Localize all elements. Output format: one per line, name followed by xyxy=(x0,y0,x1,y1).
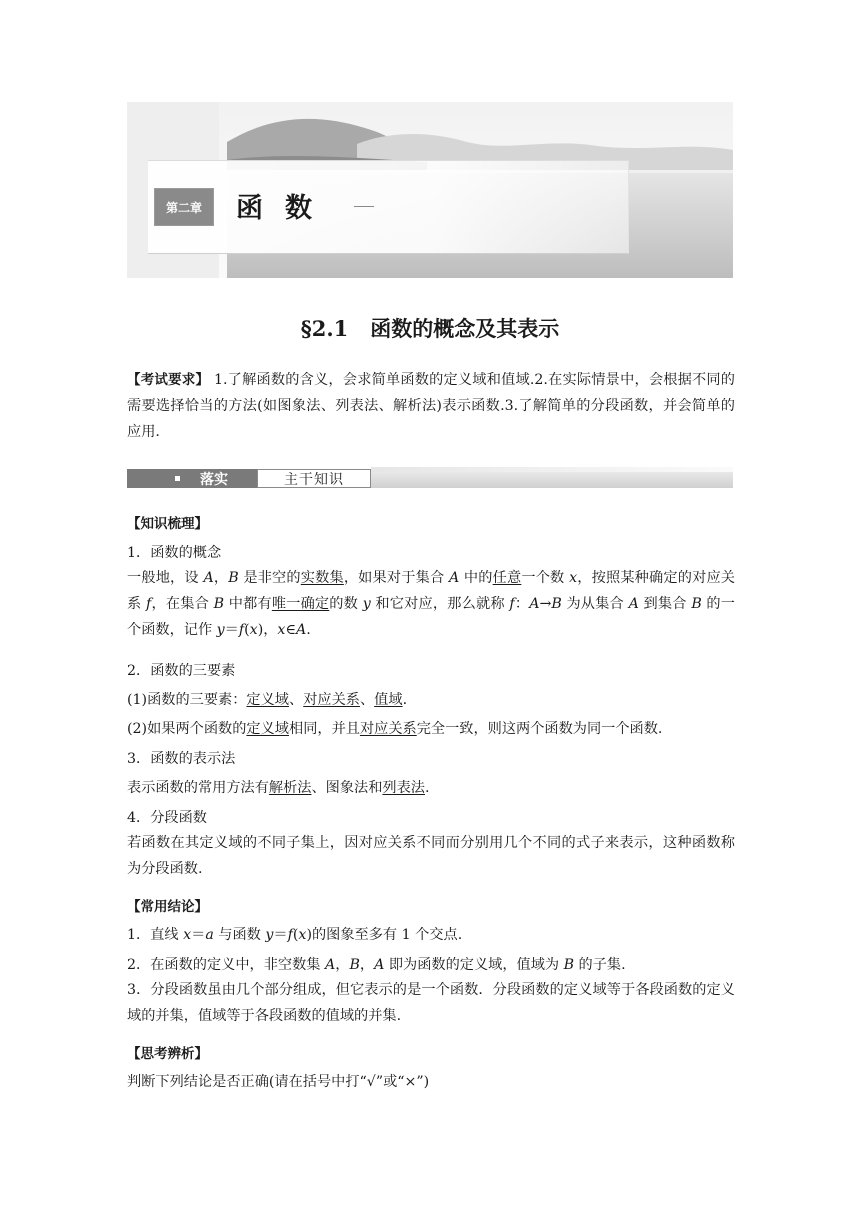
item3-title: 3．函数的表示法 xyxy=(127,751,236,767)
item1-title: 1．函数的概念 xyxy=(127,545,222,561)
chapter-panel xyxy=(148,160,629,254)
exam-requirement xyxy=(127,367,735,445)
conclusions-heading: 【常用结论】 xyxy=(127,899,208,915)
thinking-heading: 【思考辨析】 xyxy=(127,1046,208,1062)
bar-label-right: 主干知识 xyxy=(257,469,371,488)
bar-label-left: 落实 xyxy=(127,469,257,488)
section-title xyxy=(0,313,860,343)
piecewise-definition: 若函数在其定义域的不同子集上，因对应关系不同而分别用几个不同的式子来表示，这种函数称为分段函数. xyxy=(127,835,735,877)
knowledge-heading: 【知识梳理】 xyxy=(127,516,208,532)
section-name: 函数的概念及其表示 xyxy=(370,316,560,341)
three-elements: (1)函数的三要素：定义域、对应关系、值域. xyxy=(127,692,408,708)
same-function-rule: (2)如果两个函数的定义域相同，并且对应关系完全一致，则这两个函数为同一个函数. xyxy=(127,721,663,737)
conclusion-1: 1．直线 x＝a 与函数 y＝f(x)的图象至多有 1 个交点. xyxy=(127,927,463,943)
chapter-title: 函数 xyxy=(236,193,334,224)
requirement-label: 【考试要求】 xyxy=(127,372,210,388)
section-number: §2.1 xyxy=(300,316,349,341)
square-icon xyxy=(175,476,180,481)
decorative-dash xyxy=(354,206,374,207)
requirement-text: 1.了解函数的含义，会求简单函数的定义域和值域.2.在实际情景中，会根据不同的需要选择恰当的方法(如图象法、列表法、解析法)表示函数.3.了解简单的分段函数，并会简单的应用. xyxy=(127,372,735,440)
function-definition: 一般地，设 A，B 是非空的实数集，如果对于集合 A 中的任意一个数 x，按照某种确定的对应关系 f，在集合 B 中都有唯一确定的数 y 和它对应，那么就称 f：A→B 为从集合 A 到集合 B 的一个函数，记作 y＝f(x)，x∈A. xyxy=(127,570,735,638)
thinking-instruction: 判断下列结论是否正确(请在括号中打“√”或“×”) xyxy=(127,1074,430,1090)
representation-methods: 表示函数的常用方法有解析法、图象法和列表法. xyxy=(127,780,430,796)
item4-title: 4．分段函数 xyxy=(127,810,207,826)
section-bar xyxy=(127,467,733,491)
conclusion-3: 3．分段函数虽由几个部分组成，但它表示的是一个函数．分段函数的定义域等于各段函数的定义域的并集，值域等于各段函数的值域的并集. xyxy=(127,982,735,1024)
item2-title: 2．函数的三要素 xyxy=(127,663,236,679)
conclusion-2: 2．在函数的定义中，非空数集 A，B，A 即为函数的定义域，值域为 B 的子集. xyxy=(127,957,626,973)
chapter-tag: 第二章 xyxy=(155,189,213,225)
